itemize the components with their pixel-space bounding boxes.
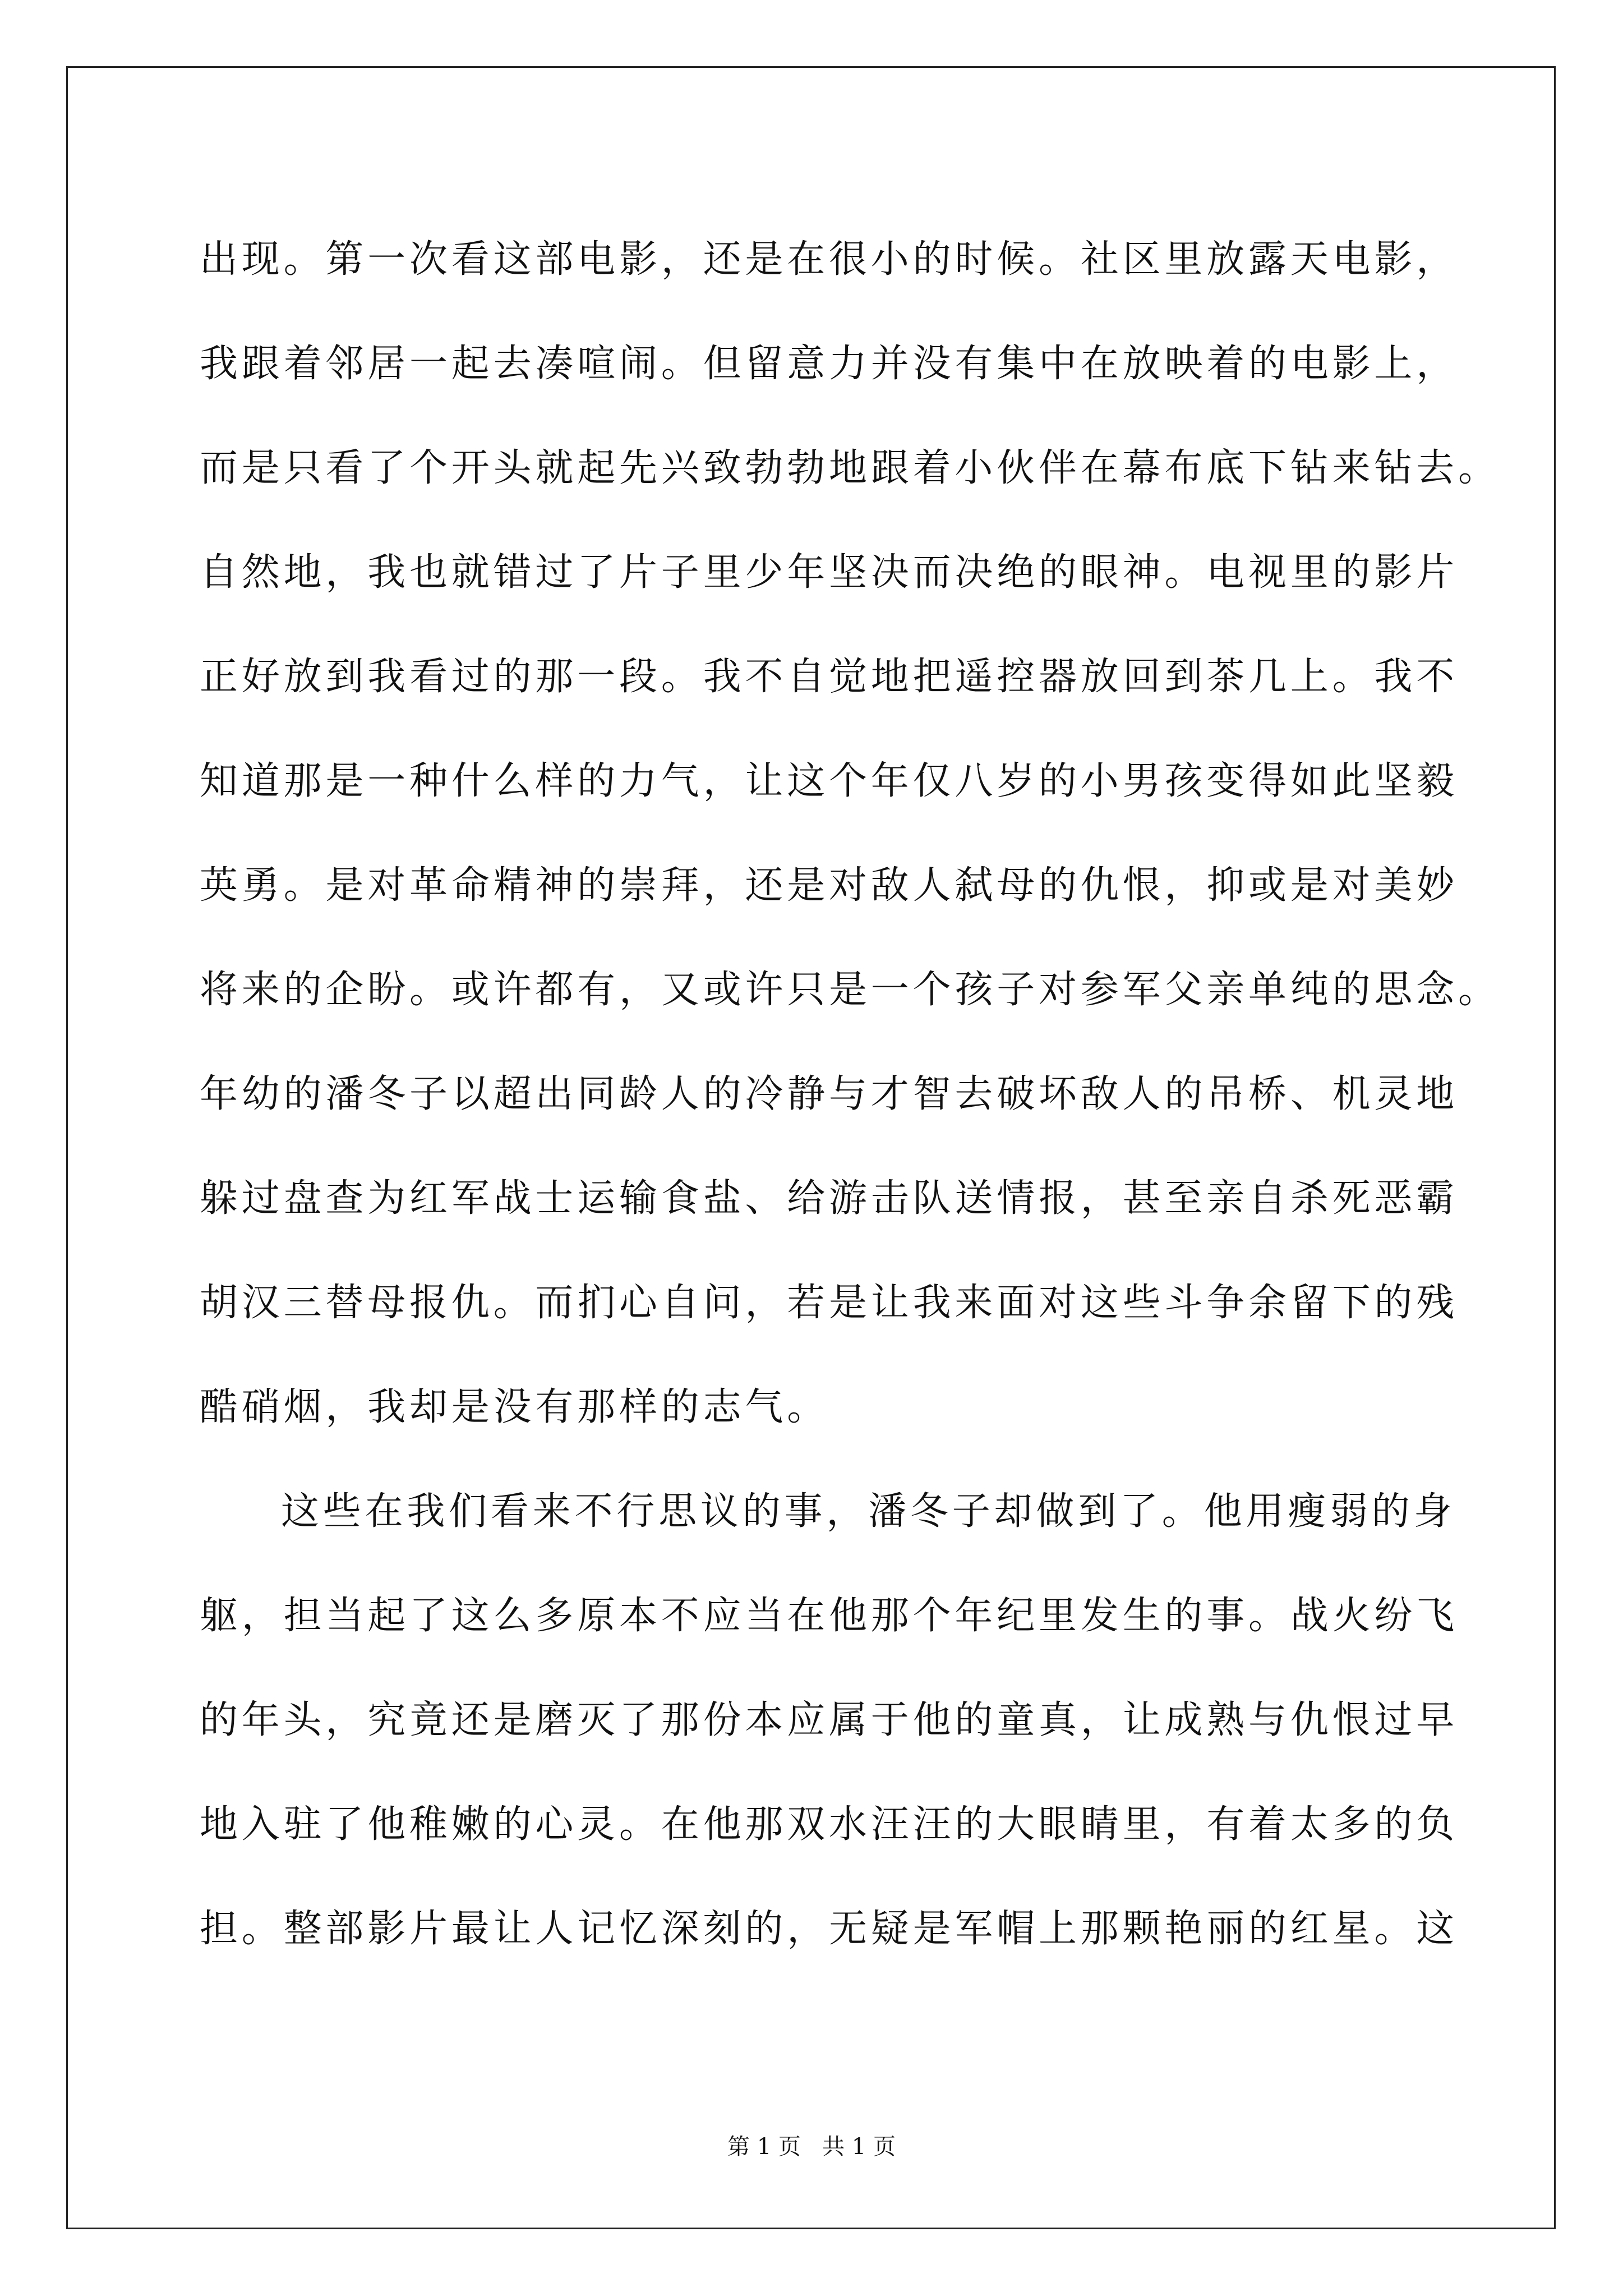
text-line: 酷硝烟，我却是没有那样的志气。 xyxy=(200,1385,829,1429)
text-line: 知道那是一种什么样的力气，让这个年仅八岁的小男孩变得如此坚毅 xyxy=(200,759,1459,803)
text-line: 的年头，究竟还是磨灭了那份本应属于他的童真，让成熟与仇恨过早 xyxy=(200,1698,1459,1742)
text-line: 胡汉三替母报仇。而扪心自问，若是让我来面对这些斗争余留下的残 xyxy=(200,1281,1459,1325)
document-body xyxy=(200,208,1500,1981)
text-line: 躯，担当起了这么多原本不应当在他那个年纪里发生的事。战火纷飞 xyxy=(200,1594,1459,1638)
page-number-footer: 第 1 页 共 1 页 xyxy=(727,2134,896,2160)
text-line: 英勇。是对革命精神的崇拜，还是对敌人弑母的仇恨，抑或是对美妙 xyxy=(200,863,1459,908)
text-line: 正好放到我看过的那一段。我不自觉地把遥控器放回到茶几上。我不 xyxy=(200,655,1459,699)
text-line: 出现。第一次看这部电影，还是在很小的时候。社区里放露天电影， xyxy=(200,237,1459,282)
text-line: 年幼的潘冬子以超出同龄人的冷静与才智去破坏敌人的吊桥、机灵地 xyxy=(200,1072,1459,1116)
text-line: 地入驻了他稚嫩的心灵。在他那双水汪汪的大眼睛里，有着太多的负 xyxy=(200,1802,1459,1847)
text-line: 自然地，我也就错过了片子里少年坚决而决绝的眼神。电视里的影片 xyxy=(200,550,1459,595)
text-line: 将来的企盼。或许都有，又或许只是一个孩子对参军父亲单纯的思念。 xyxy=(200,968,1500,1012)
text-line: 而是只看了个开头就起先兴致勃勃地跟着小伙伴在幕布底下钻来钻去。 xyxy=(200,446,1500,490)
paragraph-first-line: 这些在我们看来不行思议的事，潘冬子却做到了。他用瘦弱的身 xyxy=(281,1489,1456,1534)
text-line: 我跟着邻居一起去凑喧闹。但留意力并没有集中在放映着的电影上， xyxy=(200,342,1459,386)
text-line: 担。整部影片最让人记忆深刻的，无疑是军帽上那颗艳丽的红星。这 xyxy=(200,1907,1459,1951)
text-line: 躲过盘查为红军战士运输食盐、给游击队送情报，甚至亲自杀死恶霸 xyxy=(200,1176,1459,1221)
